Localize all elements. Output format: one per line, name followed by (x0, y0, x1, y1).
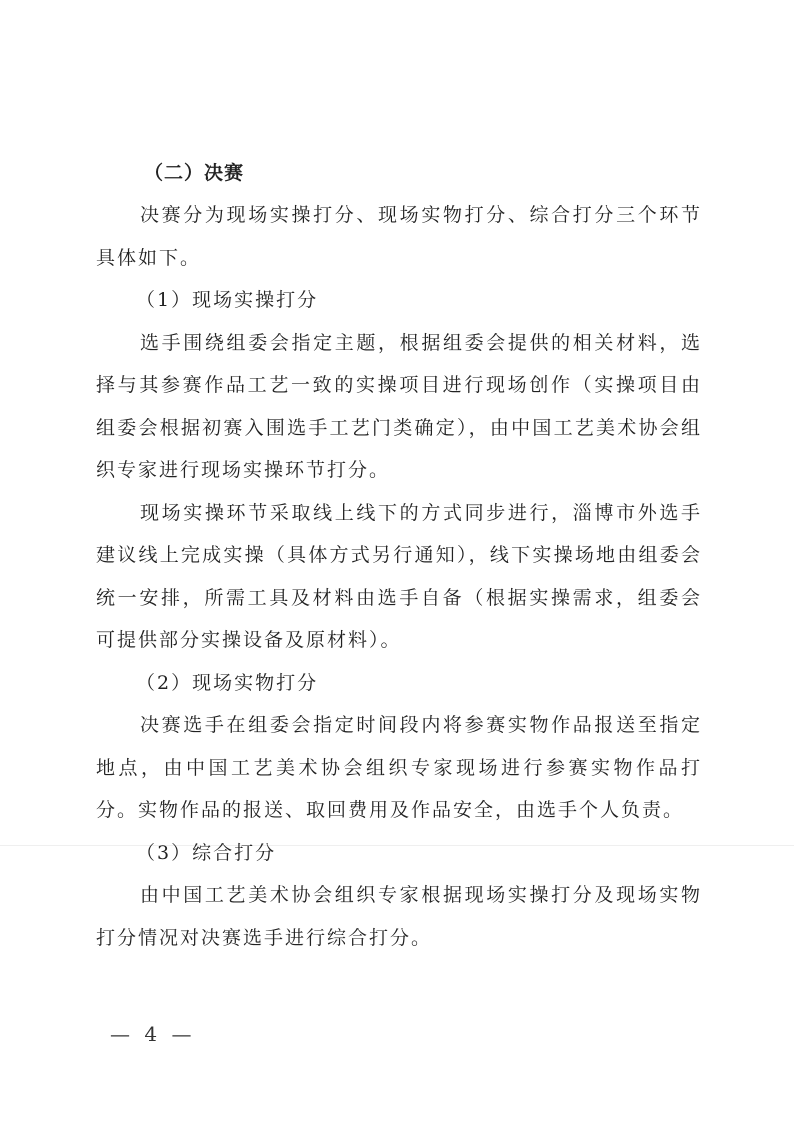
paragraph-onsite-practical-1: 选手围绕组委会指定主题，根据组委会提供的相关材料，选择与其参赛作品工艺一致的实操项目进行现场创作（实操项目由组委会根据初赛入围选手工艺门类确定），由中国工艺美术协会组织专家进行现场实操环节打分。 (96, 331, 702, 481)
intro-paragraph: 决赛分为现场实操打分、现场实物打分、综合打分三个环节具体如下。 (96, 204, 702, 269)
subsection-title-onsite-object: （2）现场实物打分 (136, 671, 319, 694)
paragraph-onsite-object-1: 决赛选手在组委会指定时间段内将参赛实物作品报送至指定地点，由中国工艺美术协会组织专家现场进行参赛实物作品打分。实物作品的报送、取回费用及作品安全，由选手个人负责。 (96, 714, 702, 821)
paragraph-comprehensive-1: 由中国工艺美术协会组织专家根据现场实操打分及现场实物打分情况对决赛选手进行综合打分。 (96, 884, 702, 949)
subsection-title-comprehensive: （3）综合打分 (136, 841, 277, 864)
subsection-title-onsite-practical: （1）现场实操打分 (136, 289, 319, 311)
page-number: — 4 — (110, 1022, 196, 1046)
section-heading: （二）决赛 (144, 162, 245, 184)
page-content (96, 152, 702, 959)
paragraph-onsite-practical-2: 现场实操环节采取线上线下的方式同步进行，淄博市外选手建议线上完成实操（具体方式另行通知），线下实操场地由组委会统一安排，所需工具及材料由选手自备（根据实操需求，组委会可提供部分实操设备及原材料）。 (96, 501, 702, 651)
